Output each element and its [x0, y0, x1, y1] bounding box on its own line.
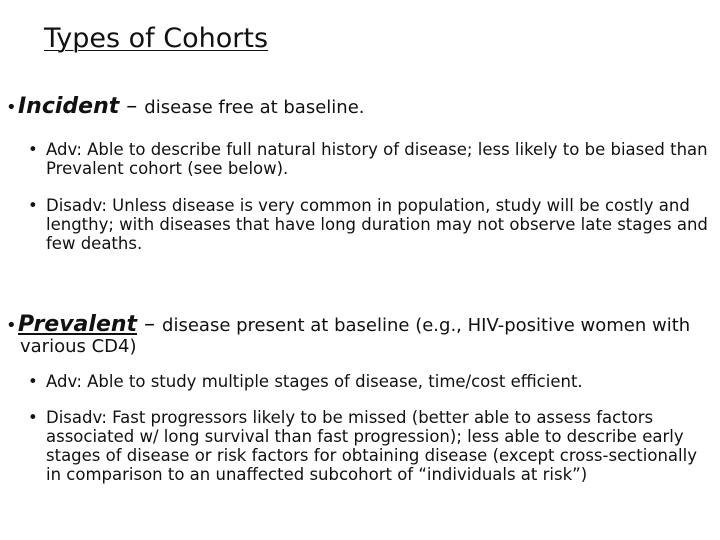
- sub-bullet-marker: •: [28, 196, 38, 215]
- bullet-marker: •: [6, 315, 17, 336]
- incident-definition: disease free at baseline.: [144, 97, 365, 118]
- incident-adv: [28, 140, 716, 178]
- incident-bullet: [6, 96, 706, 118]
- prevalent-definition-line1: disease present at baseline (e.g., HIV-positive women with: [162, 315, 691, 336]
- sub-bullet-marker: •: [28, 140, 38, 159]
- incident-adv-text: Adv: Able to describe full natural history of disease; less likely to be biased than Prevalent cohort (see below).: [46, 140, 708, 178]
- bullet-marker: •: [6, 97, 17, 118]
- slide-title: Types of Cohorts: [44, 23, 269, 54]
- incident-disadv: [28, 196, 716, 253]
- prevalent-bullet: [6, 314, 706, 357]
- sub-bullet-marker: •: [28, 372, 38, 391]
- prevalent-adv: [28, 372, 716, 391]
- prevalent-disadv-text: Disadv: Fast progressors likely to be missed (better able to assess factors associated w/ long survival than fast progression); less able to describe early stages of disease or risk factors for obtaining disease (except cross-sectionally in comparison to an unaffected subcohort of “individuals at risk”): [46, 408, 697, 484]
- prevalent-dash: –: [137, 312, 163, 337]
- prevalent-disadv: [28, 408, 716, 484]
- incident-term: Incident: [18, 94, 120, 119]
- prevalent-definition-line2: various CD4): [20, 336, 137, 357]
- incident-disadv-text: Disadv: Unless disease is very common in population, study will be costly and lengthy; with diseases that have long duration may not observe late stages and few deaths.: [46, 196, 708, 253]
- prevalent-adv-text: Adv: Able to study multiple stages of disease, time/cost efficient.: [46, 372, 583, 391]
- incident-dash: –: [119, 94, 145, 119]
- prevalent-term: Prevalent: [18, 312, 138, 337]
- sub-bullet-marker: •: [28, 408, 38, 427]
